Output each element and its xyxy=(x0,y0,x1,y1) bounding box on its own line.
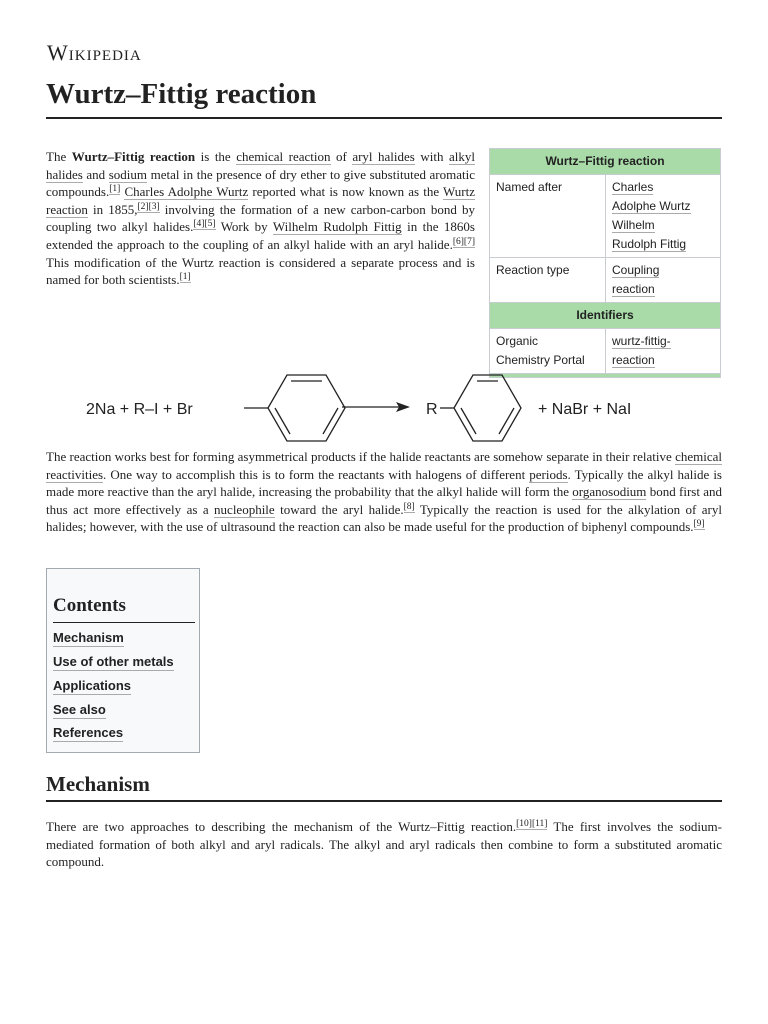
ref-3[interactable]: [3] xyxy=(148,201,160,212)
link-sodium[interactable]: sodium xyxy=(108,166,148,182)
toc-title: Contents xyxy=(53,595,126,616)
toc-item-applications[interactable]: Applications xyxy=(53,678,132,693)
identifiers-header: Identifiers xyxy=(490,303,721,329)
mechanism-paragraph: There are two approaches to describing the mechanism of the Wurtz–Fittig reaction.[10][11] The first involves the sodium-mediated formation of both alkyl and aryl radicals. The alkyl and aryl radicals then combine to form a substituted aromatic compound. xyxy=(46,819,722,870)
link-coupling[interactable]: Coupling xyxy=(612,263,660,277)
section-heading-mechanism: Mechanism xyxy=(46,772,150,796)
link-periods[interactable]: periods xyxy=(529,466,568,482)
intro-paragraph: The Wurtz–Fittig reaction is the chemical reaction of aryl halides with alkyl halides and sodium metal in the presence of dry ether to give substituted aromatic compounds.[1] Charles Adolphe Wurtz reported what is now known as the Wurtz reaction in 1855,[2][3] involving the formation of a new carbon-carbon bond by coupling two alkyl halides.[4][5] Work by Wilhelm Rudolph Fittig in the 1860s extended the approach to the coupling of an alkyl halide with an aryl halide.[6][7] This modification of the Wurtz reaction is considered a separate process and is named for both scientists.[1] xyxy=(46,149,475,288)
ocp-label: Organic Chemistry Portal xyxy=(490,329,606,374)
ref-9[interactable]: [9] xyxy=(693,519,705,530)
reaction-type-value xyxy=(606,258,721,303)
named-after-label: Named after xyxy=(490,175,606,258)
link-adolphe-wurtz[interactable]: Adolphe Wurtz xyxy=(612,199,691,213)
link-coupling-reaction[interactable]: reaction xyxy=(612,282,655,296)
link-wilhelm[interactable]: Wilhelm xyxy=(612,218,655,232)
ref-11[interactable]: [11] xyxy=(531,819,548,829)
reactivity-paragraph: The reaction works best for forming asymmetrical products if the halide reactants are somehow separate in their relative chemical reactivities. One way to accomplish this is to form the reactants with halogens of different periods. Typically the alkyl halide is made more reactive than the aryl halide, increasing the probability that the alkyl halide will form the organosodium bond first and thus act more effectively as a nucleophile toward the aryl halide.[8] Typically the reaction is used for the alkylation of aryl halides; however, with the use of ultrasound the reaction can also be made useful for the production of biphenyl compounds.[9] xyxy=(46,449,722,535)
reaction-type-label: Reaction type xyxy=(490,258,606,303)
reactants-text: 2Na + R–I + Br xyxy=(86,401,193,418)
ref-10[interactable]: [10] xyxy=(516,819,532,829)
reaction-scheme xyxy=(80,372,680,444)
ref-1[interactable]: [1] xyxy=(109,184,121,195)
link-wilhelm-rudolph-fittig[interactable]: Wilhelm Rudolph Fittig xyxy=(272,219,402,235)
infobox-header: Wurtz–Fittig reaction xyxy=(490,149,721,175)
link-charles[interactable]: Charles xyxy=(612,180,654,194)
bold-term: Wurtz–Fittig reaction xyxy=(71,149,196,164)
infobox xyxy=(489,148,721,378)
table-of-contents xyxy=(46,568,200,753)
ref-4[interactable]: [4] xyxy=(193,219,205,230)
link-charles-adolphe-wurtz[interactable]: Charles Adolphe Wurtz xyxy=(124,184,249,200)
toc-item-use-of-other-metals[interactable]: Use of other metals xyxy=(53,654,174,669)
link-organosodium[interactable]: organosodium xyxy=(572,484,647,500)
ref-5[interactable]: [5] xyxy=(204,219,216,230)
link-ocp-1[interactable]: wurtz-fittig- xyxy=(612,334,671,348)
ref-7[interactable]: [7] xyxy=(463,236,475,247)
link-wurtz-reaction[interactable]: Wurtz reaction xyxy=(46,184,475,217)
toc-item-see-also[interactable]: See also xyxy=(53,702,106,717)
byproducts-text: + NaBr + NaI xyxy=(538,401,632,418)
page-title: Wurtz–Fittig reaction xyxy=(46,78,317,110)
link-rudolph-fittig[interactable]: Rudolph Fittig xyxy=(612,237,687,251)
ref-1b[interactable]: [1] xyxy=(179,272,191,283)
toc-rule xyxy=(53,622,195,623)
ref-8[interactable]: [8] xyxy=(403,501,415,512)
link-aryl-halides[interactable]: aryl halides xyxy=(352,149,415,164)
link-chemical-reaction[interactable]: chemical reaction xyxy=(236,149,331,164)
link-nucleophile[interactable]: nucleophile xyxy=(214,501,275,517)
product-r-text: R xyxy=(426,401,438,418)
link-ocp-2[interactable]: reaction xyxy=(612,353,655,367)
ref-2[interactable]: [2] xyxy=(137,201,149,212)
toc-item-mechanism[interactable]: Mechanism xyxy=(53,630,124,645)
section-rule xyxy=(46,800,722,802)
link-chemical-reactivities[interactable]: chemical reactivities xyxy=(46,449,722,482)
named-after-value xyxy=(606,175,721,258)
reaction-arrow xyxy=(342,402,410,412)
benzene-ring-left xyxy=(268,375,345,441)
wikipedia-wordmark[interactable]: Wikipedia xyxy=(47,40,142,65)
title-rule xyxy=(46,117,722,119)
link-alkyl-halides[interactable]: alkyl halides xyxy=(46,149,475,182)
benzene-ring-right xyxy=(454,375,521,441)
toc-item-references[interactable]: References xyxy=(53,725,124,740)
ocp-value xyxy=(606,329,721,374)
ref-6[interactable]: [6] xyxy=(452,236,464,247)
